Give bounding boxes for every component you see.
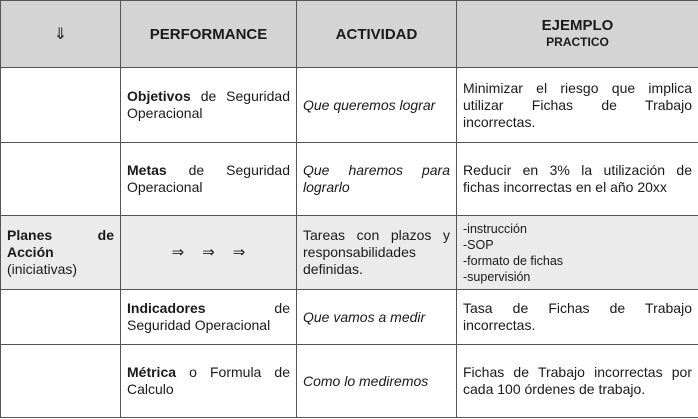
header-performance: PERFORMANCE <box>121 1 297 68</box>
ejemplo-list-cell <box>457 216 698 290</box>
right-double-arrow-icon: ⇒ <box>202 244 215 261</box>
performance-cell: Objetivos de Seguridad Operacional <box>121 68 297 143</box>
ejemplo-cell: Fichas de Trabajo incorrectas por cada 100 órdenes de trabajo. <box>457 345 698 418</box>
list-item: -formato de fichas <box>463 254 564 268</box>
actividad-cell: Tareas con plazos y responsabilidades definidas. <box>297 216 457 290</box>
planes-label: Planes de Acción <box>7 227 114 260</box>
table-row <box>1 345 698 418</box>
actividad-cell: Que haremos para lograrlo <box>297 143 457 216</box>
arrows-cell <box>121 216 297 290</box>
down-double-arrow-icon: ⇓ <box>53 25 68 43</box>
performance-cell: Metas de Seguridad Operacional <box>121 143 297 216</box>
header-ejemplo <box>457 1 698 68</box>
list-item: -supervisión <box>463 270 531 284</box>
list-item: -instrucción <box>463 222 527 236</box>
actividad-cell: Que vamos a medir <box>297 290 457 345</box>
ejemplo-cell: Reducir en 3% la utilización de fichas incorrectas en el año 20xx <box>457 143 698 216</box>
right-double-arrow-icon: ⇒ <box>171 244 185 261</box>
actividad-cell: Que queremos lograr <box>297 68 457 143</box>
row-label-cell <box>1 68 121 143</box>
performance-cell: Métrica o Formula de Calculo <box>121 345 297 418</box>
row-label-cell <box>1 216 121 290</box>
header-row <box>1 1 698 68</box>
ejemplo-cell: Minimizar el riesgo que implica utilizar Fichas de Trabajo incorrectas. <box>457 68 698 143</box>
header-ejemplo-subtitle: PRACTICO <box>546 35 609 49</box>
table-row <box>1 290 698 345</box>
header-actividad: ACTIVIDAD <box>297 1 457 68</box>
table-row <box>1 68 698 143</box>
table-row <box>1 216 698 290</box>
header-ejemplo-title: EJEMPLO <box>541 17 614 34</box>
right-double-arrow-icon: ⇒ <box>232 244 246 261</box>
row-label-cell <box>1 345 121 418</box>
row-label-cell <box>1 143 121 216</box>
ejemplo-cell: Tasa de Fichas de Trabajo incorrectas. <box>457 290 698 345</box>
list-item: -SOP <box>463 238 494 252</box>
actividad-cell: Como lo mediremos <box>297 345 457 418</box>
performance-cell: Indicadores de Seguridad Operacional <box>121 290 297 345</box>
iniciativas-label: (iniciativas) <box>7 261 78 277</box>
header-arrow-cell <box>1 1 121 68</box>
table-row <box>1 143 698 216</box>
row-label-cell <box>1 290 121 345</box>
